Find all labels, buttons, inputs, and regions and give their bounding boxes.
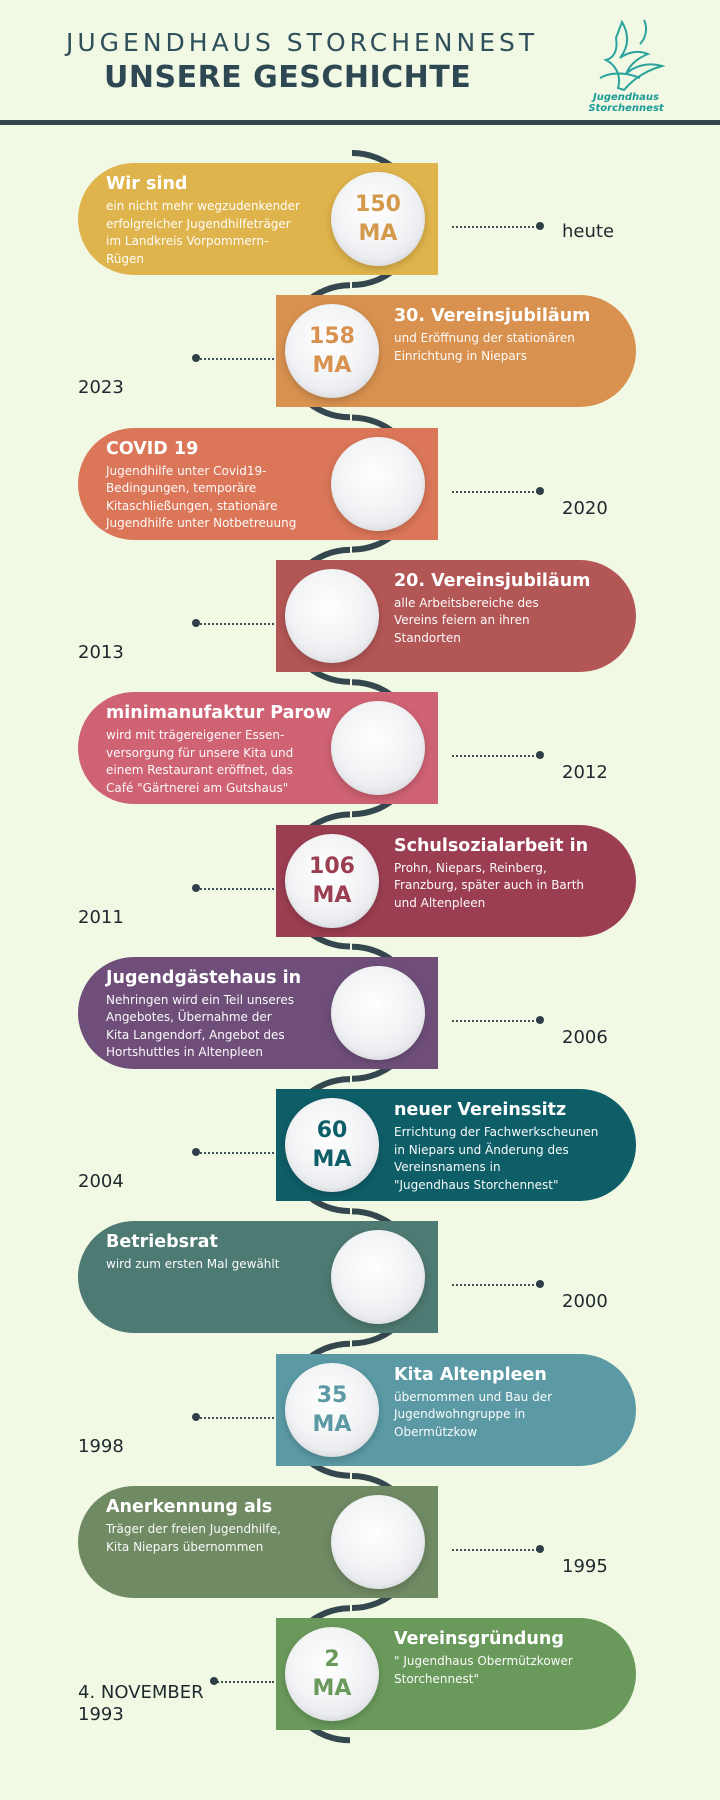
timeline-entry bbox=[0, 805, 720, 937]
connector-dot bbox=[536, 1280, 544, 1288]
entry-title: Anerkennung als bbox=[106, 1497, 273, 1517]
connector-line bbox=[196, 623, 274, 625]
timeline-entry bbox=[0, 275, 720, 407]
connector-dot bbox=[192, 884, 200, 892]
page-title: JUGENDHAUS STORCHENNEST bbox=[66, 28, 539, 57]
entry-title: Schulsozialarbeit in bbox=[394, 835, 589, 856]
timeline-entry bbox=[0, 408, 720, 540]
entry-title: Wir sind bbox=[106, 174, 188, 194]
connector-dot bbox=[192, 1148, 200, 1156]
logo-text: Jugendhaus Storchennest bbox=[588, 92, 664, 114]
connector-dot bbox=[536, 1545, 544, 1553]
entry-text: Errichtung der Fachwerkscheunen in Niepars und Änderung des Vereinsnamens in "Jugendhaus Storchennest" bbox=[394, 1125, 599, 1192]
entry-text: Jugendhilfe unter Covid19- Bedingungen, temporäre Kitaschließungen, stationäre Jugendhilfe unter Notbetreuung bbox=[106, 463, 297, 531]
entry-title: Jugendgästehaus in bbox=[106, 967, 302, 988]
entry-title: minimanufaktur Parow bbox=[106, 703, 332, 724]
entry-year: 2020 bbox=[562, 497, 608, 519]
entry-year: 2000 bbox=[562, 1291, 608, 1313]
entry-title: 20. Vereinsjubiläum bbox=[394, 570, 591, 591]
entry-text: Träger der freien Jugendhilfe, Kita Niepars übernommen bbox=[106, 1522, 281, 1554]
timeline-entry bbox=[0, 1598, 720, 1730]
entry-text: alle Arbeitsbereiche des Vereins feiern an ihren Standorten bbox=[394, 595, 539, 645]
timeline-entry bbox=[0, 672, 720, 804]
entry-text: Prohn, Niepars, Reinberg, Franzburg, später auch in Barth und Altenpleen bbox=[394, 860, 585, 910]
entry-text: und Eröffnung der stationären Einrichtung in Niepars bbox=[394, 331, 575, 363]
entry-year: 1995 bbox=[562, 1556, 608, 1577]
entry-year: heute bbox=[562, 221, 615, 242]
connector-line bbox=[452, 1284, 538, 1286]
connector-dot bbox=[536, 1016, 544, 1024]
connector-line bbox=[196, 358, 274, 360]
entry-year: 1998 bbox=[78, 1435, 124, 1457]
entry-year: 2006 bbox=[562, 1026, 608, 1048]
entry-text: übernommen und Bau der Jugendwohngruppe in Obermützkow bbox=[394, 1389, 553, 1439]
connector-line bbox=[452, 1549, 538, 1551]
entry-year: 2011 bbox=[78, 906, 124, 928]
entry-badge bbox=[285, 834, 379, 928]
entry-title: COVID 19 bbox=[106, 438, 199, 459]
entry-badge bbox=[331, 966, 425, 1060]
staff-count: 150 MA bbox=[355, 192, 401, 246]
timeline-entry bbox=[0, 937, 720, 1069]
entry-title: neuer Vereinssitz bbox=[394, 1100, 567, 1121]
entry-badge bbox=[331, 701, 425, 795]
page-subtitle: UNSERE GESCHICHTE bbox=[104, 60, 472, 95]
entry-badge bbox=[285, 569, 379, 663]
entry-year: 4. NOVEMBER 1993 bbox=[78, 1682, 204, 1726]
connector-dot bbox=[192, 1413, 200, 1421]
entry-title: Kita Altenpleen bbox=[394, 1364, 547, 1385]
timeline-entry bbox=[0, 1466, 720, 1598]
entry-badge bbox=[285, 1098, 379, 1192]
connector-dot bbox=[192, 354, 200, 362]
entry-text: wird zum ersten Mal gewählt bbox=[106, 1257, 280, 1272]
entry-year: 2012 bbox=[562, 762, 608, 784]
staff-count: 35 MA bbox=[312, 1382, 352, 1437]
entry-year: 2023 bbox=[78, 377, 124, 399]
entry-badge bbox=[331, 1230, 425, 1324]
connector-line bbox=[452, 226, 538, 228]
staff-count: 2 MA bbox=[312, 1647, 352, 1702]
timeline-entry bbox=[0, 143, 720, 275]
entry-badge bbox=[331, 1495, 425, 1589]
connector-dot bbox=[536, 751, 544, 759]
connector-line bbox=[214, 1681, 274, 1683]
entry-text: Nehringen wird ein Teil unseres Angebotes, Übernahme der Kita Langendorf, Angebot des Hortshuttles in Altenpleen bbox=[106, 992, 295, 1060]
connector-line bbox=[452, 491, 538, 493]
entry-badge bbox=[331, 437, 425, 531]
staff-count: 158 MA bbox=[309, 324, 355, 379]
entry-year: 2013 bbox=[78, 641, 124, 663]
connector-line bbox=[452, 755, 538, 757]
entry-title: 30. Vereinsjubiläum bbox=[394, 306, 591, 327]
staff-count: 60 MA bbox=[312, 1118, 352, 1173]
connector-line bbox=[196, 1417, 274, 1419]
entry-title: Betriebsrat bbox=[106, 1232, 218, 1253]
connector-line bbox=[452, 1020, 538, 1022]
entry-title: Vereinsgründung bbox=[394, 1629, 564, 1650]
timeline-entry bbox=[0, 1334, 720, 1466]
timeline-entry bbox=[0, 1201, 720, 1333]
connector-dot bbox=[536, 487, 544, 495]
entry-year: 2004 bbox=[78, 1171, 124, 1193]
entry-text: " Jugendhaus Obermützkower Storchennest" bbox=[394, 1654, 573, 1686]
connector-dot bbox=[192, 619, 200, 627]
entry-badge bbox=[285, 1363, 379, 1457]
staff-count: 106 MA bbox=[309, 853, 355, 908]
entry-badge bbox=[331, 172, 425, 266]
connector-dot bbox=[536, 222, 544, 230]
connector-dot bbox=[210, 1677, 218, 1685]
timeline-entry bbox=[0, 1069, 720, 1201]
entry-text: ein nicht mehr wegzudenkender erfolgreicher Jugendhilfeträger im Landkreis Vorpommern- Rügen bbox=[106, 199, 300, 266]
entry-badge bbox=[285, 304, 379, 398]
connector-line bbox=[196, 888, 274, 890]
connector-line bbox=[196, 1152, 274, 1154]
timeline-entry bbox=[0, 540, 720, 672]
entry-text: wird mit trägereigener Essen- versorgung für unsere Kita und einem Restaurant eröffnet, das Café "Gärtnerei am Gutshaus" bbox=[106, 728, 294, 795]
entry-badge bbox=[285, 1627, 379, 1721]
